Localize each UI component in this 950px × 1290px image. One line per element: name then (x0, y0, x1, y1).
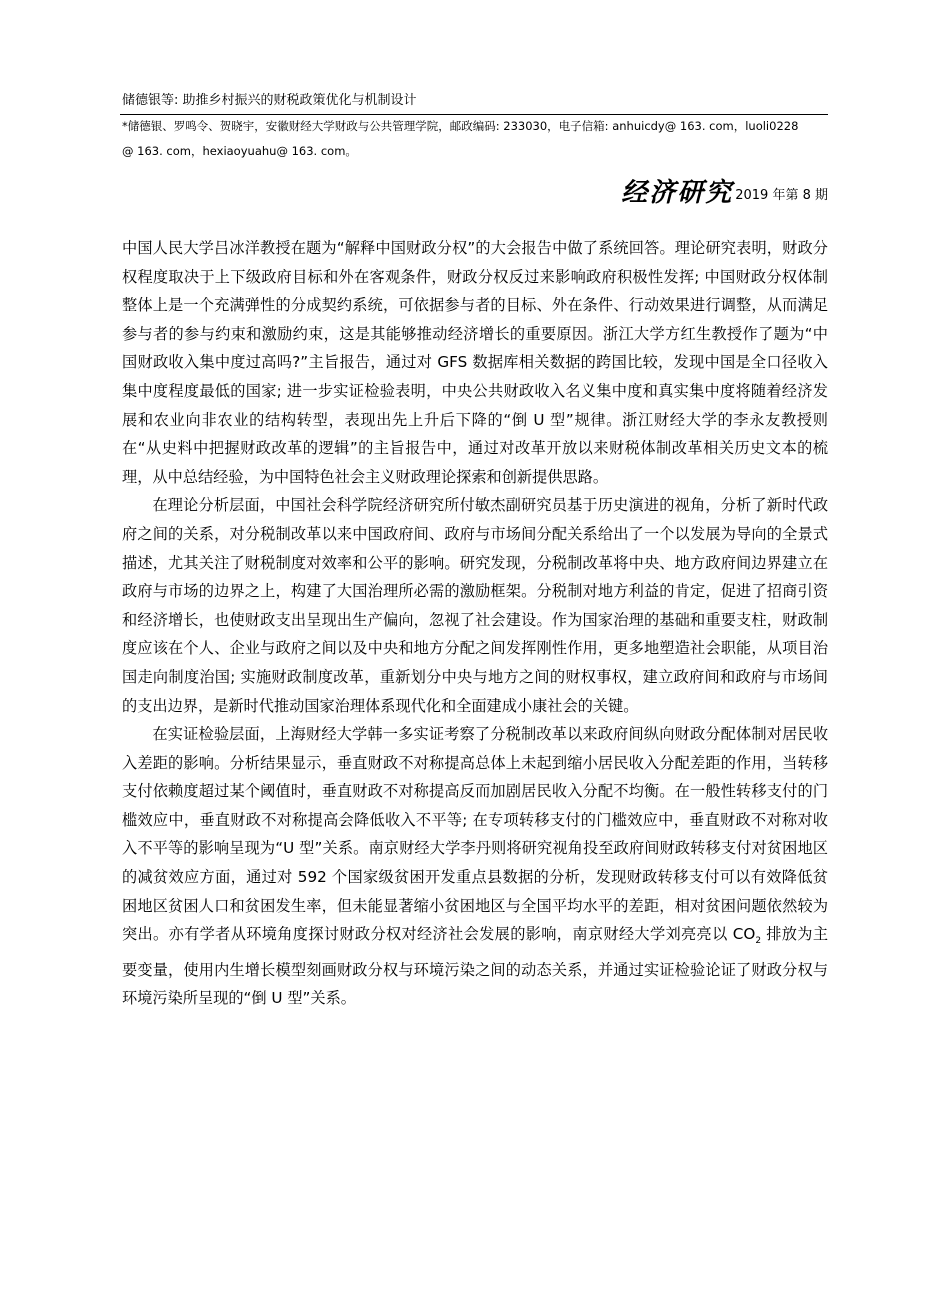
co2-subscript: 2 (755, 936, 762, 947)
journal-masthead (621, 178, 828, 208)
paragraph-3 (122, 720, 828, 1013)
running-title: 储德银等: 助推乡村振兴的财税政策优化与机制设计 (122, 93, 417, 108)
paragraph-3-part-a: 在实证检验层面，上海财经大学韩一多实证考察了分税制改革以来政府间纵向财政分配体制对居民收入差距的影响。分析结果显示，垂直财政不对称提高总体上未起到缩小居民收入分配差距的作用，当转移支付依赖度超过某个阈值时，垂直财政不对称提高反而加剧居民收入分配不均衡。在一般性转移支付的门槛效应中，垂直财政不对称提高会降低收入不平等; 在专项转移支付的门槛效应中，垂直财政不对称对收入不平等的影响呈现为“U 型”关系。南京财经大学李丹则将研究视角投至政府间财政转移支付对贫困地区的减贫效应方面，通过对 592 个国家级贫困开发重点县数据的分析，发现财政转移支付可以有效降低贫困地区贫困人口和贫困发生率，但未能显著缩小贫困地区与全国平均水平的差距，相对贫困问题依然较为突出。亦有学者从环境角度探讨财政分权对经济社会发展的影响，南京财经大学刘亮亮以 CO (122, 725, 828, 944)
journal-logo: 经济研究 (621, 178, 734, 208)
paragraph-1: 中国人民大学吕冰洋教授在题为“解释中国财政分权”的大会报告中做了系统回答。理论研究表明，财政分权程度取决于上下级政府目标和外在客观条件，财政分权反过来影响政府积极性发挥; 中国财政分权体制整体上是一个充满弹性的分成契约系统，可依据参与者的目标、外在条件、行动效果进行调整，从而满足参与者的参与约束和激励约束，这是其能够推动经济增长的重要原因。浙江大学方红生教授作了题为“中国财政收入集中度过高吗?”主旨报告，通过对 GFS 数据库相关数据的跨国比较，发现中国是全口径收入集中度程度最低的国家; 进一步实证检验表明，中央公共财政收入名义集中度和真实集中度将随着经济发展和农业向非农业的结构转型，表现出先上升后下降的“倒 U 型”规律。浙江财经大学的李永友教授则在“从史料中把握财政改革的逻辑”的主旨报告中，通过对改革开放以来财税体制改革相关历史文本的梳理，从中总结经验，为中国特色社会主义财政理论探索和创新提供思路。 (122, 239, 828, 486)
article-body (122, 234, 828, 1013)
paragraph-2: 在理论分析层面，中国社会科学院经济研究所付敏杰副研究员基于历史演进的视角，分析了新时代政府之间的关系，对分税制改革以来中国政府间、政府与市场间分配关系给出了一个以发展为导向的全景式描述，尤其关注了财税制度对效率和公平的影响。研究发现，分税制改革将中央、地方政府间边界建立在政府与市场的边界之上，构建了大国治理所必需的激励框架。分税制对地方利益的肯定，促进了招商引资和经济增长，也使财政支出呈现出生产偏向，忽视了社会建设。作为国家治理的基础和重要支柱，财政制度应该在个人、企业与政府之间以及中央和地方分配之间发挥刚性作用，更多地塑造社会职能，从项目治国走向制度治国; 实施财政制度改革，重新划分中央与地方之间的财权事权，建立政府间和政府与市场间的支出边界，是新时代推动国家治理体系现代化和全面建成小康社会的关键。 (122, 496, 828, 715)
journal-issue: 2019 年第 8 期 (735, 188, 828, 203)
author-footnote (122, 118, 802, 160)
paragraph-3-part-b: 排放为主要变量，使用内生增长模型刻画财政分权与环境污染之间的动态关系，并通过实证检验论证了财政分权与环境污染所呈现的“倒 U 型”关系。 (122, 925, 829, 1008)
header-rule (120, 114, 828, 115)
footnote-line-1: *储德银、罗鸣令、贺晓宇，安徽财经大学财政与公共管理学院，邮政编码: 233030，电子信箱: anhuicdy@ 163. com，luoli0228 (122, 119, 799, 133)
footnote-line-2: @ 163. com，hexiaoyuahu@ 163. com。 (122, 144, 357, 158)
